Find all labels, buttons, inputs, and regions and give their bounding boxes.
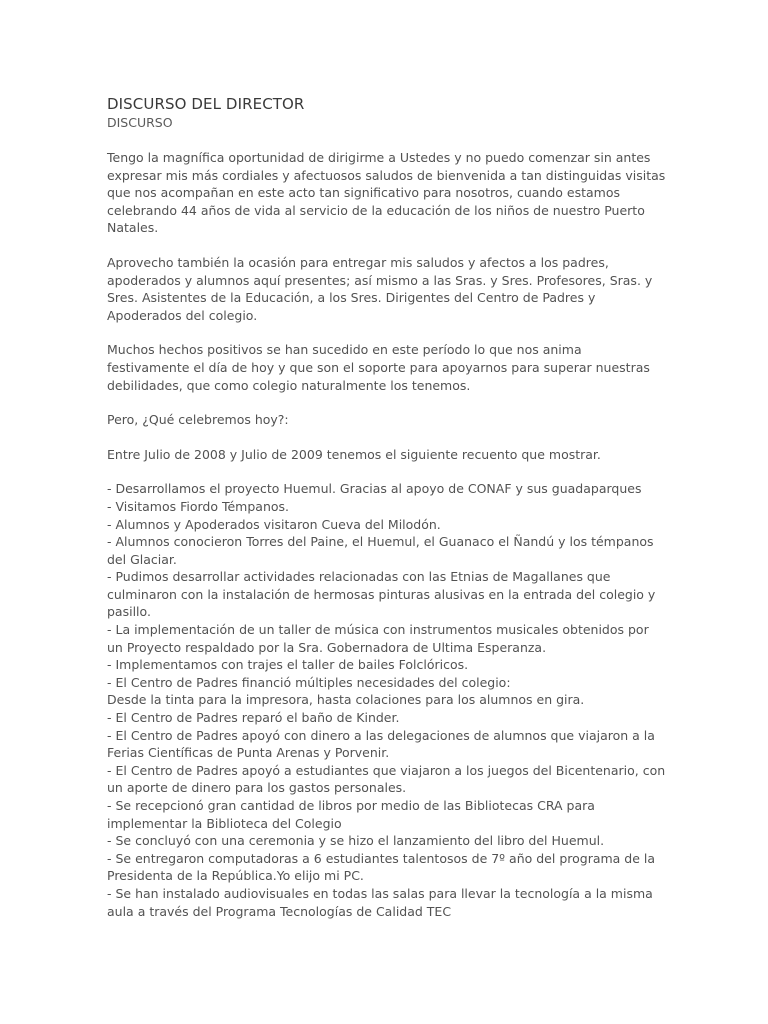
list-item: - El Centro de Padres financió múltiples necesidades del colegio:	[107, 674, 511, 690]
list-item: - La implementación de un taller de música con instrumentos musicales obtenidos por un Proyecto respaldado por la Sra. Gobernadora de Ultima Esperanza.	[107, 622, 649, 655]
paragraph: Pero, ¿Qué celebremos hoy?:	[107, 412, 289, 428]
achievement-list	[107, 480, 667, 920]
list-item: - Se han instalado audiovisuales en todas las salas para llevar la tecnología a la misma aula a través del Programa Tecnologías de Calidad TEC	[107, 885, 653, 919]
document-title: DISCURSO DEL DIRECTOR	[107, 95, 305, 113]
list-item: Desde la tinta para la impresora, hasta colaciones para los alumnos en gira.	[107, 692, 585, 708]
list-item: - Desarrollamos el proyecto Huemul. Gracias al apoyo de CONAF y sus guadaparques	[107, 481, 642, 497]
list-item: - Se concluyó con una ceremonia y se hizo el lanzamiento del libro del Huemul.	[107, 833, 605, 849]
list-item: - El Centro de Padres apoyó a estudiantes que viajaron a los juegos del Bicentenario, con un aporte de dinero para los gastos personales.	[107, 762, 666, 796]
list-item: - Alumnos y Apoderados visitaron Cueva del Milodón.	[107, 516, 441, 532]
list-item: - Pudimos desarrollar actividades relacionadas con las Etnias de Magallanes que culminaron con la instalación de hermosas pinturas alusivas en la entrada del colegio y pasillo.	[107, 569, 656, 620]
paragraph: Aprovecho también la ocasión para entregar mis saludos y afectos a los padres, apoderados y alumnos aquí presentes; así mismo a las Sras. y Sres. Profesores, Sras. y Sres. Asistentes de la Educación, a los Sres. Dirigentes del Centro de Padres y Apoderados del colegio.	[107, 254, 653, 323]
list-item: - Alumnos conocieron Torres del Paine, el Huemul, el Guanaco el Ñandú y los témpanos del Glaciar.	[107, 534, 654, 567]
list-item: - Visitamos Fiordo Témpanos.	[107, 498, 289, 514]
document-subtitle: DISCURSO	[107, 115, 173, 130]
list-item: - El Centro de Padres reparó el baño de Kinder.	[107, 710, 400, 726]
paragraph: Tengo la magnífica oportunidad de dirigirme a Ustedes y no puedo comenzar sin antes expresar mis más cordiales y afectuosos saludos de bienvenida a tan distinguidas visitas que nos acompañan en este acto tan significativo para nosotros, cuando estamos celebrando 44 años de vida al servicio de la educación de los niños de nuestro Puerto Natales.	[107, 150, 666, 236]
list-item: - Se entregaron computadoras a 6 estudiantes talentosos de 7º año del programa de la Presidenta de la República.Yo elijo mi PC.	[107, 850, 656, 884]
list-item: - Se recepcionó gran cantidad de libros por medio de las Bibliotecas CRA para implementar la Biblioteca del Colegio	[107, 798, 595, 831]
paragraph: Muchos hechos positivos se han sucedido en este período lo que nos anima festivamente el día de hoy y que son el soporte para apoyarnos para superar nuestras debilidades, que como colegio naturalmente los tenemos.	[107, 342, 650, 393]
document-page	[107, 94, 667, 920]
list-item: - Implementamos con trajes el taller de bailes Folclóricos.	[107, 657, 469, 673]
list-item: - El Centro de Padres apoyó con dinero a las delegaciones de alumnos que viajaron a la Ferias Científicas de Punta Arenas y Porvenir.	[107, 727, 655, 761]
paragraph: Entre Julio de 2008 y Julio de 2009 tenemos el siguiente recuento que mostrar.	[107, 446, 601, 462]
